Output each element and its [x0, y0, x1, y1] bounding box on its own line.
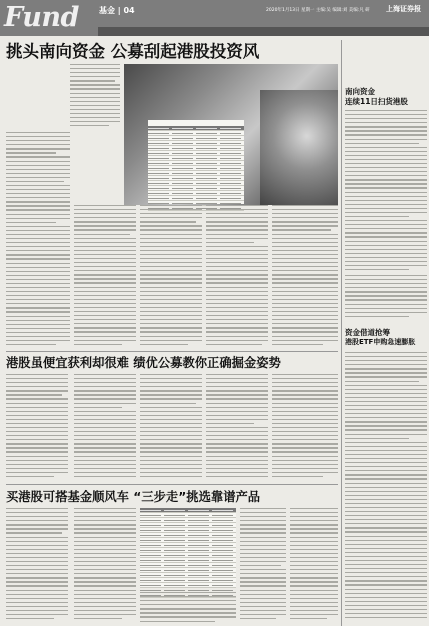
hk-fund-table	[140, 508, 236, 588]
hk-small-col5	[290, 508, 338, 624]
side-top-body-2	[345, 275, 427, 323]
lead-body-col5	[272, 205, 338, 349]
hk-value-col5	[272, 374, 338, 482]
hk-value-col2	[74, 374, 136, 482]
brand-logo: Fund	[4, 2, 79, 33]
masthead-bar	[98, 27, 429, 36]
lead-body-col4	[206, 205, 268, 349]
hk-small-headline: 买港股可搭基金顺风车 “三步走”挑选靠谱产品	[6, 490, 261, 504]
side-top-body	[345, 110, 427, 275]
coin-stack-photo	[260, 90, 338, 205]
section-label: 基金 | 04	[99, 6, 135, 15]
masthead	[0, 0, 429, 36]
hk-value-col1	[6, 374, 68, 482]
hk-value-col3	[140, 374, 202, 482]
fund-table	[148, 120, 244, 204]
hk-small-col3	[140, 592, 236, 624]
section-divider-2	[6, 484, 338, 485]
side-top-headline: 南向资金	[345, 87, 375, 96]
side-bottom-body	[345, 352, 427, 624]
hk-value-col4	[206, 374, 268, 482]
hk-small-col4	[240, 508, 286, 624]
side-bottom-headline-2: 港股ETF申购急速膨胀	[345, 338, 416, 346]
side-top-headline-2: 连续11日扫货港股	[345, 97, 408, 106]
hk-small-col2	[74, 508, 136, 624]
hk-small-col1	[6, 508, 68, 624]
section-divider	[6, 351, 338, 352]
side-bottom-headline: 资金借道抢筹	[345, 328, 390, 337]
paper-name: 上海证券报	[386, 4, 421, 13]
lead-deck-text	[70, 64, 120, 132]
lead-body-col2	[74, 205, 136, 349]
date-line: 2020年1月13日 星期一 主编:吴 编辑:刘 美编:凡 研	[266, 8, 370, 13]
column-divider	[341, 40, 342, 626]
lead-body-col3	[140, 205, 202, 349]
hk-value-headline: 港股虽便宜获利却很难 绩优公募教你正确掘金姿势	[6, 356, 281, 370]
lead-body-col1	[6, 132, 70, 349]
lead-headline: 挑头南向资金 公募刮起港股投资风	[6, 42, 260, 61]
